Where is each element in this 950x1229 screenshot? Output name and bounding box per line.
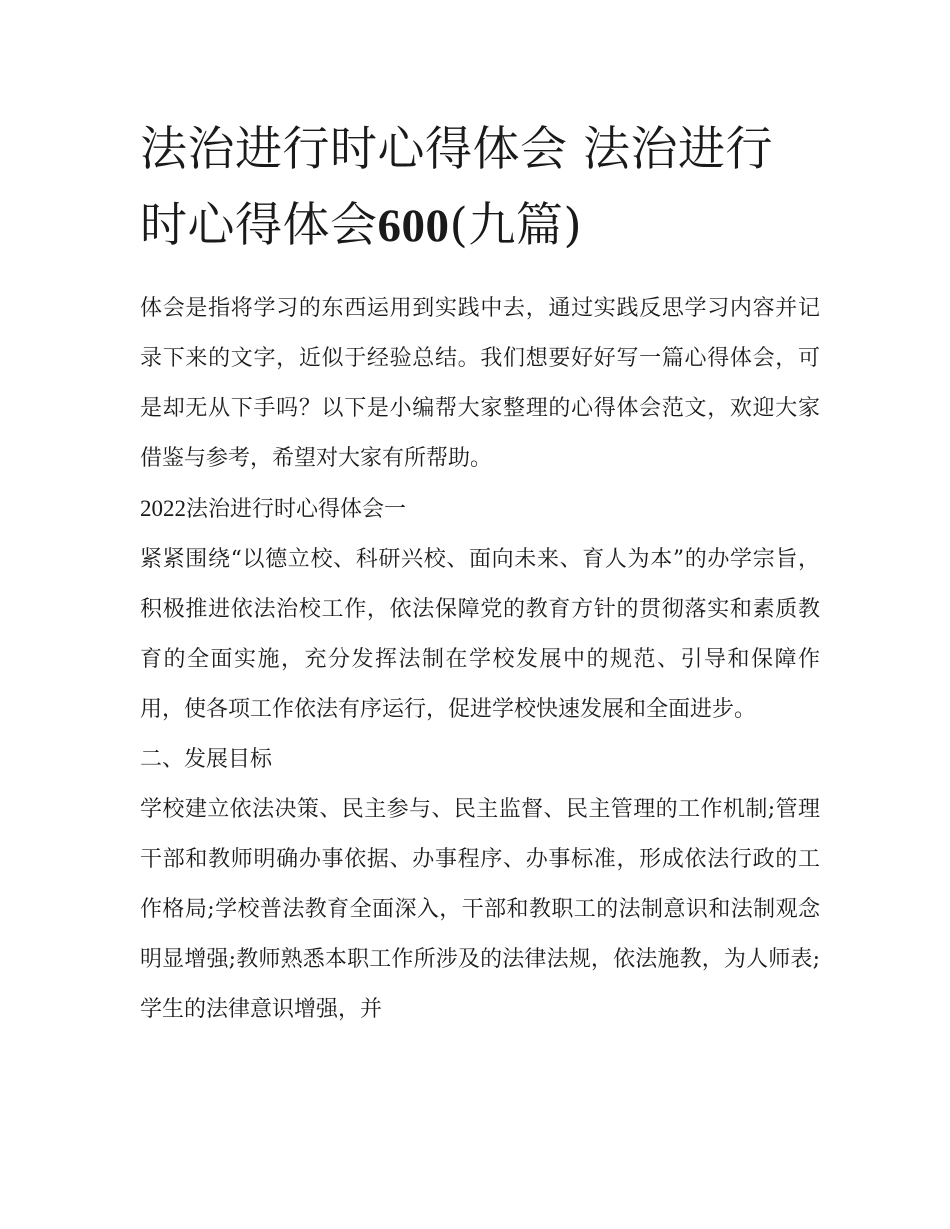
- title-text: 法治进行时心得体会 法治进行时心得体会: [140, 122, 773, 253]
- section-heading-2: 二、发展目标: [140, 747, 273, 772]
- title-number: 600: [377, 200, 450, 252]
- section-heading-1: [140, 484, 820, 535]
- section-year: 2022: [140, 496, 186, 521]
- section-title: 法治进行时心得体会一: [186, 497, 407, 522]
- body-paragraph-2: 学校建立依法决策、民主参与、民主监督、民主管理的工作机制;管理干部和教师明确办事依据、办事程序、办事标准，形成依法行政的工作格局;学校普法教育全面深入，干部和教职工的法制意识和法制观念明显增强;教师熟悉本职工作所涉及的法律法规，依法施教，为人师表;学生的法律意识增强，并: [140, 797, 820, 1022]
- document-page: [140, 112, 820, 1035]
- title-suffix: (九篇): [449, 198, 583, 253]
- body-paragraph-1: 紧紧围绕“以德立校、科研兴校、面向未来、育人为本”的办学宗旨，积极推进依法治校工作，依法保障党的教育方针的贯彻落实和素质教育的全面实施，充分发挥法制在学校发展中的规范、引导和保障作用，使各项工作依法有序运行，促进学校快速发展和全面进步。: [140, 547, 820, 722]
- document-title: [140, 112, 820, 264]
- intro-paragraph: 体会是指将学习的东西运用到实践中去，通过实践反思学习内容并记录下来的文字，近似于经验总结。我们想要好好写一篇心得体会，可是却无从下手吗？以下是小编帮大家整理的心得体会范文，欢迎大家借鉴与参考，希望对大家有所帮助。: [140, 296, 820, 471]
